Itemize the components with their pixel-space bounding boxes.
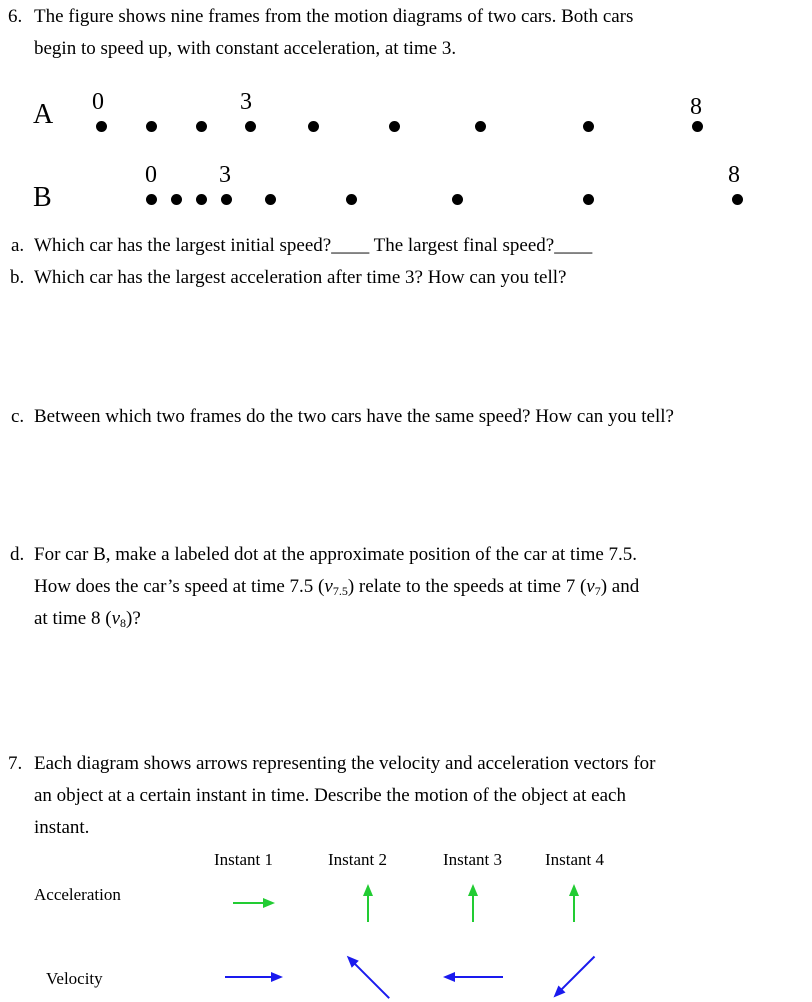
q7-line1: Each diagram shows arrows representing the velocity and acceleration vectors for — [34, 753, 656, 774]
v-subscript: 8 — [120, 616, 126, 630]
q6b-question: Which car has the largest acceleration after time 3? How can you tell? — [34, 267, 567, 288]
car-a-time-8: 8 — [690, 94, 702, 120]
velocity-arrow-head — [443, 972, 455, 982]
car-b-time-0: 0 — [145, 162, 157, 188]
q6d-line3-pre: at time 8 ( — [34, 608, 112, 629]
q6c-question: Between which two frames do the two cars have the same speed? How can you tell? — [34, 406, 674, 427]
velocity-row-label: Velocity — [46, 969, 103, 988]
q6b-letter: b. — [10, 267, 25, 288]
velocity-arrow-instant-2 — [347, 956, 389, 998]
velocity-arrow-shaft — [559, 956, 594, 991]
q6d-line3-post: )? — [126, 608, 141, 629]
car-b-label: B — [33, 182, 52, 213]
q6d-letter: d. — [10, 544, 25, 565]
q6a-final-speed-blank[interactable]: ____ — [554, 235, 593, 256]
acceleration-arrow-instant-2 — [363, 884, 373, 922]
velocity-arrow-instant-4 — [553, 956, 594, 997]
q6a-final-speed-text: The largest final speed? — [369, 235, 555, 256]
instant-3-header: Instant 3 — [443, 850, 503, 869]
velocity-arrow-shaft — [352, 961, 389, 998]
q6d-line2-mid: ) relate to the speeds at time 7 ( — [347, 576, 587, 597]
q6a-initial-speed-text: Which car has the largest initial speed? — [34, 235, 332, 256]
v-symbol: v — [111, 608, 120, 629]
q7-line3: instant. — [34, 817, 90, 838]
q6c-letter: c. — [11, 406, 25, 427]
v-symbol: v — [586, 576, 595, 597]
v-symbol: v — [324, 576, 333, 597]
car-b-time-8: 8 — [728, 162, 740, 188]
instant-1-header: Instant 1 — [214, 850, 274, 869]
car-a-label: A — [33, 99, 54, 130]
velocity-arrow-head — [271, 972, 283, 982]
v-subscript: 7.5 — [332, 584, 348, 598]
instant-4-header: Instant 4 — [545, 850, 605, 869]
q6d-line2-post: ) and — [600, 576, 640, 597]
q6d-line1: For car B, make a labeled dot at the approximate position of the car at time 7.5. — [34, 544, 638, 565]
acceleration-arrow-instant-4 — [569, 884, 579, 922]
q6-number: 6. — [8, 6, 23, 27]
acceleration-arrow-head — [263, 898, 275, 908]
velocity-arrow-instant-1 — [225, 972, 283, 982]
instant-2-header: Instant 2 — [328, 850, 388, 869]
acceleration-row-label: Acceleration — [34, 885, 121, 904]
q7-number: 7. — [8, 753, 23, 774]
car-a-time-0: 0 — [92, 89, 104, 115]
q6-line1: The figure shows nine frames from the motion diagrams of two cars. Both cars — [34, 6, 634, 27]
acceleration-arrow-head — [569, 884, 579, 896]
q7-line2: an object at a certain instant in time. Describe the motion of the object at each — [34, 785, 626, 806]
velocity-arrow-instant-3 — [443, 972, 503, 982]
q6a-letter: a. — [11, 235, 25, 256]
acceleration-arrow-instant-3 — [468, 884, 478, 922]
q6a-initial-speed-blank[interactable]: ____ — [331, 235, 370, 256]
q6d-line2-pre: How does the car’s speed at time 7.5 ( — [34, 576, 325, 597]
v-subscript: 7 — [594, 584, 601, 598]
acceleration-arrow-head — [363, 884, 373, 896]
car-b-time-3: 3 — [219, 162, 231, 188]
acceleration-arrow-head — [468, 884, 478, 896]
q6-line2: begin to speed up, with constant acceleration, at time 3. — [34, 38, 457, 59]
car-a-time-3: 3 — [240, 89, 252, 115]
acceleration-arrow-instant-1 — [233, 898, 275, 908]
